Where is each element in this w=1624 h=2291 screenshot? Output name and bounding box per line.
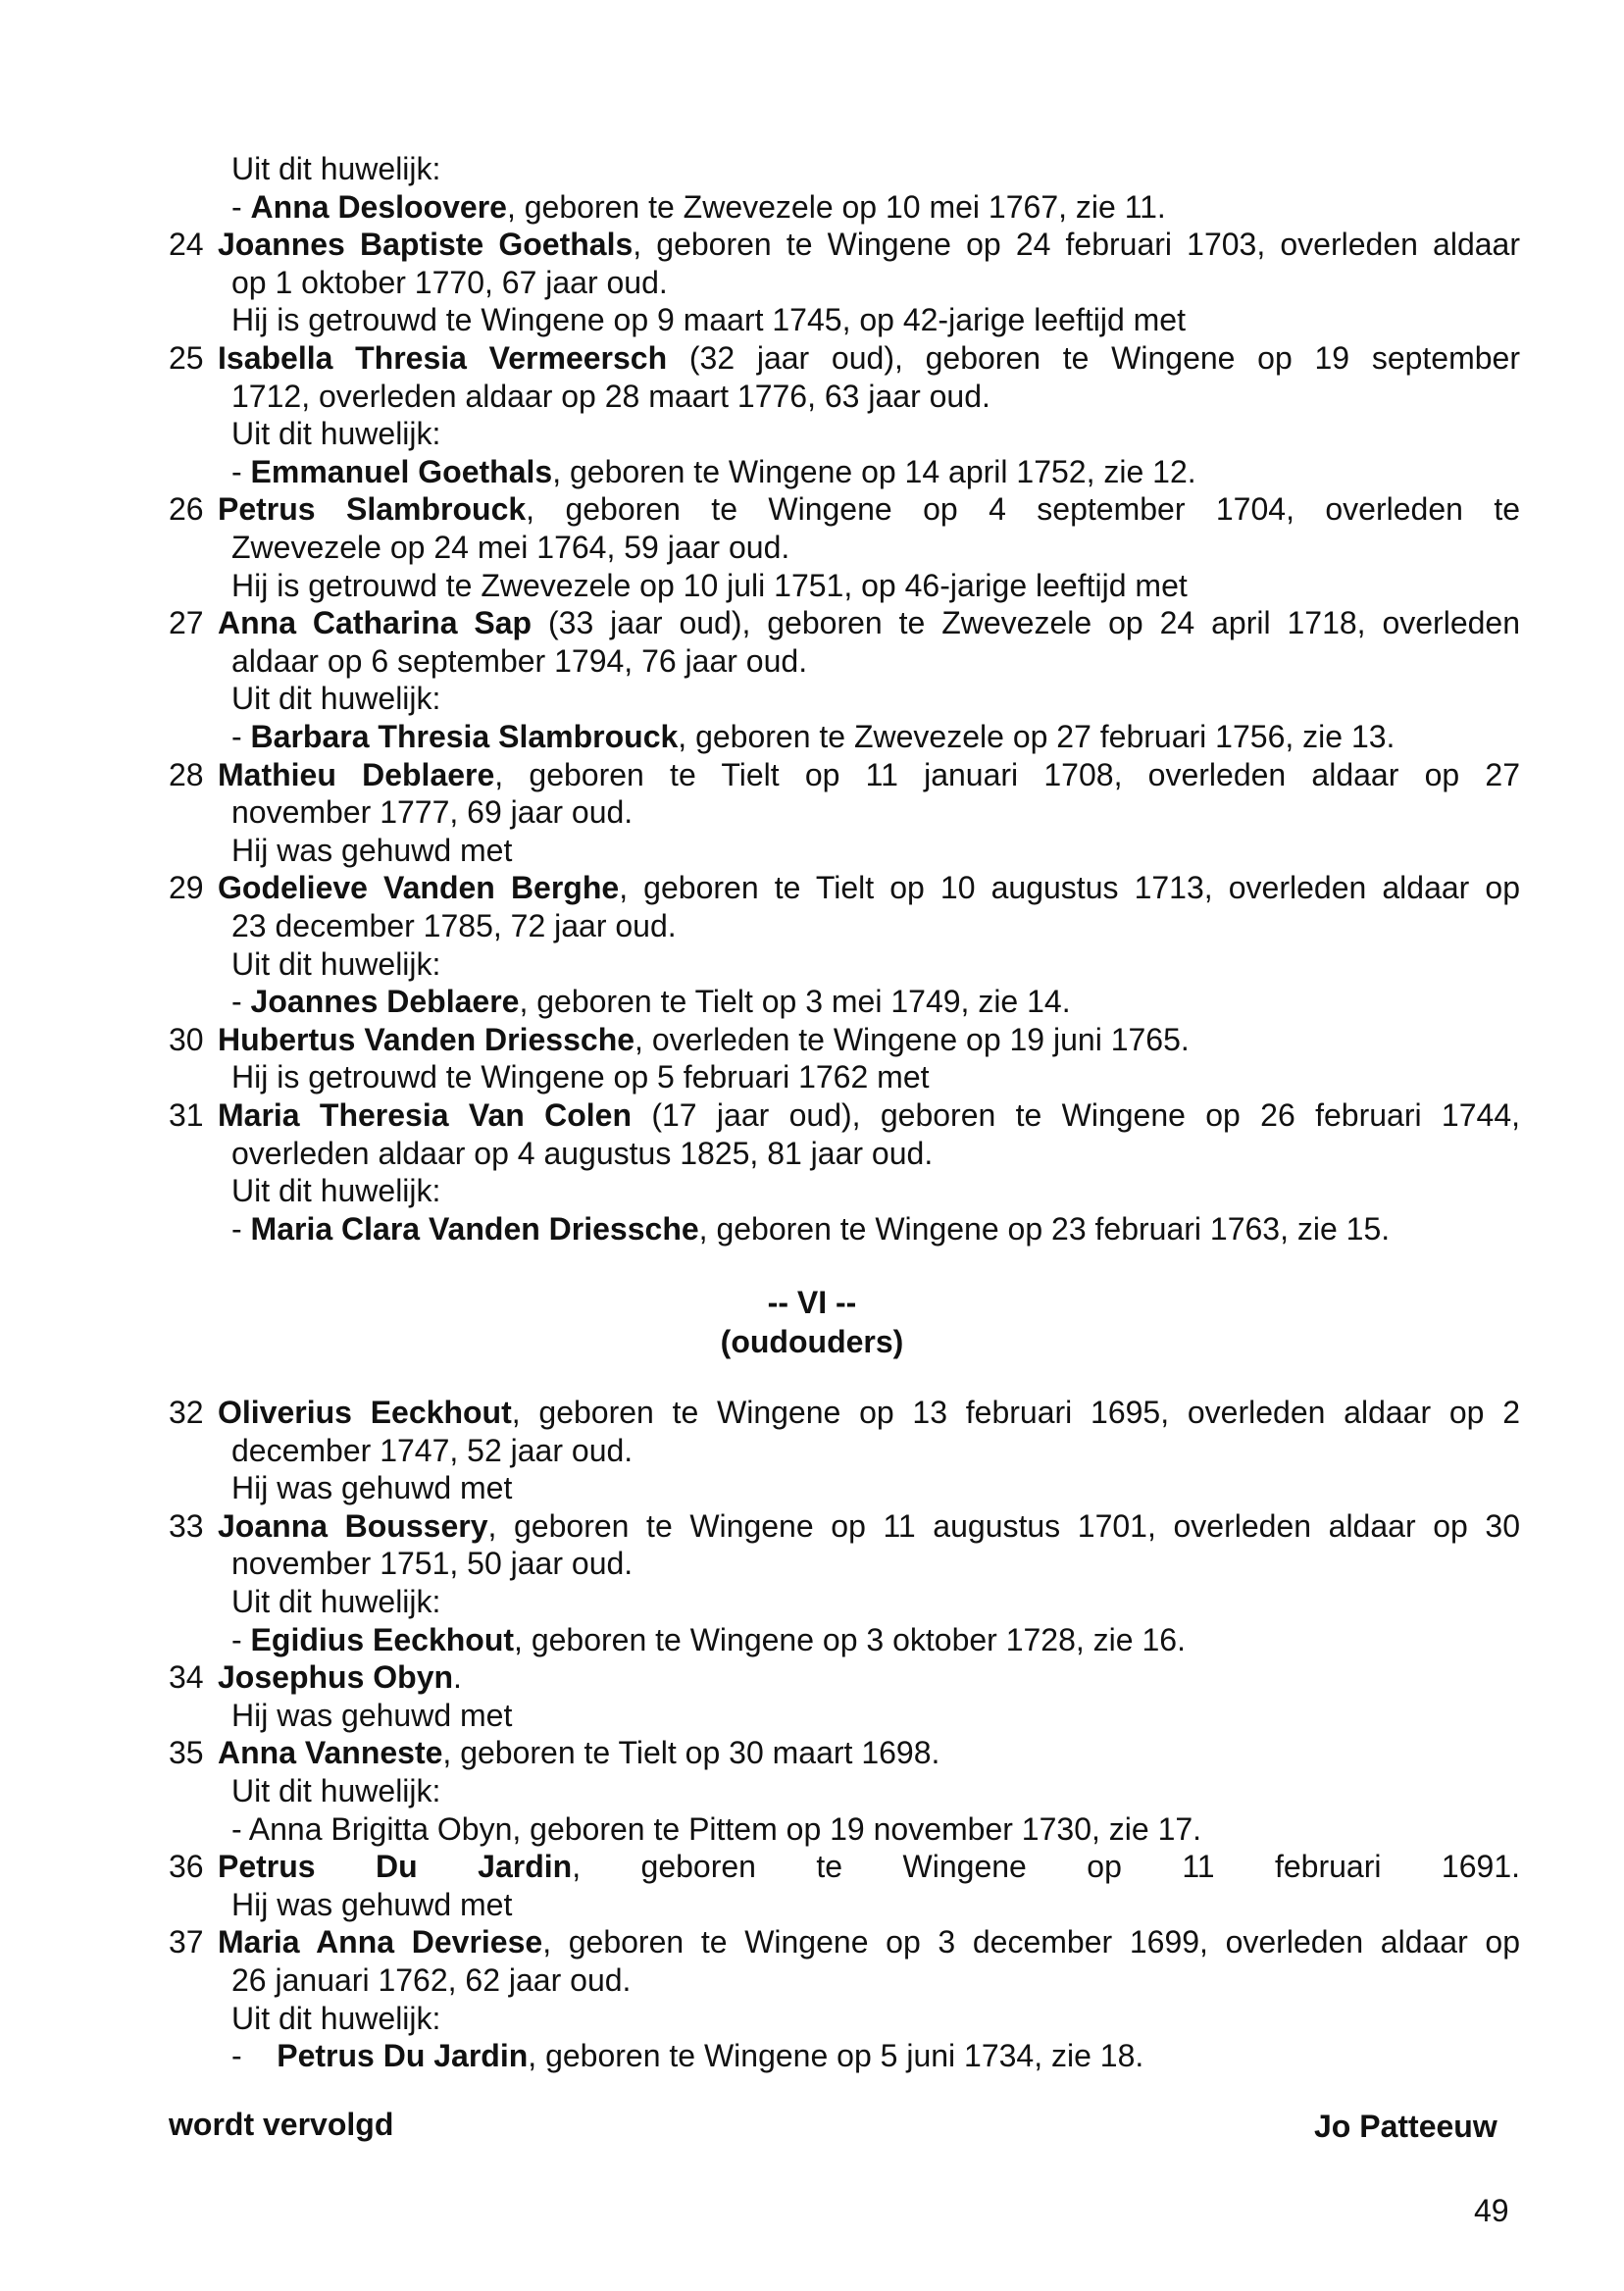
person-details: , geboren te Wingene op 11 augustus 1701, overleden aldaar op 30 (487, 1507, 1521, 1544)
person-details: , geboren te Wingene op 3 december 1699, overleden aldaar op (542, 1924, 1521, 1960)
text: op 1 oktober 1770, 67 jaar oud. (231, 264, 668, 300)
text: Uit dit huwelijk: (231, 416, 441, 452)
entry-number: 30 (169, 1021, 204, 1057)
text: 1712, overleden aldaar op 28 maart 1776, 63 jaar oud. (231, 378, 990, 414)
text: 23 december 1785, 72 jaar oud. (231, 908, 677, 943)
entry-note (231, 946, 440, 982)
text: november 1777, 69 jaar oud. (231, 794, 634, 831)
text: Uit dit huwelijk: (231, 2000, 441, 2036)
person-details: , geboren te Tielt op 10 augustus 1713, overleden aldaar op (619, 870, 1521, 906)
person-entry (218, 1022, 1520, 1057)
text: Uit dit huwelijk: (231, 1173, 441, 1209)
person-details: , geboren te Tielt op 11 januari 1708, overleden aldaar op 27 (494, 756, 1521, 792)
person-name: Emmanuel Goethals (250, 453, 553, 489)
person-details: , geboren te Wingene op 14 april 1752, zie 12. (552, 453, 1196, 489)
text: Hij was gehuwd met (231, 1470, 513, 1506)
entry-number: 32 (169, 1395, 204, 1430)
person-details: (17 jaar oud), geboren te Wingene op 26 februari 1744, (632, 1097, 1521, 1133)
person-name: Maria Anna Devriese (218, 1924, 543, 1960)
text: Uit dit huwelijk: (231, 681, 441, 717)
entry-continuation (231, 643, 807, 679)
entry-note (231, 1584, 440, 1619)
entry-number: 37 (169, 1924, 204, 1960)
person-details: , geboren te Tielt op 30 maart 1698. (442, 1735, 940, 1771)
person-name: Godelieve Vanden Berghe (218, 870, 620, 906)
text: Hij was gehuwd met (231, 1697, 513, 1733)
child-entry (231, 1811, 1201, 1847)
section-subtitle: (oudouders) (720, 1324, 904, 1359)
entry-number: 24 (169, 227, 204, 263)
child-entry (231, 454, 1196, 489)
dash-marker: - (231, 1810, 249, 1847)
entry-number: 34 (169, 1659, 204, 1696)
person-name: Mathieu Deblaere (218, 756, 495, 792)
author-name: Jo Patteeuw (1314, 2109, 1497, 2144)
child-entry (231, 189, 1166, 225)
person-details: , geboren te Wingene op 5 juni 1734, zie 18. (528, 2038, 1144, 2074)
person-details: , geboren te Wingene op 23 februari 1763, zie 15. (698, 1210, 1391, 1247)
text: Hij was gehuwd met (231, 1886, 513, 1922)
person-entry (218, 1735, 1520, 1770)
dash-marker: - (231, 719, 251, 754)
page-number: 49 (1474, 2193, 1509, 2228)
entry-note (231, 681, 440, 716)
person-details: , geboren te Zwevezele op 27 februari 1756, zie 13. (678, 719, 1396, 754)
entry-number: 28 (169, 756, 204, 792)
entry-number: 26 (169, 491, 204, 528)
person-details: , geboren te Wingene op 11 februari 1691. (572, 1849, 1521, 1885)
child-entry (231, 1211, 1390, 1247)
person-details: , geboren te Wingene op 13 februari 1695, overleden aldaar op 2 (511, 1395, 1521, 1430)
entry-note (231, 568, 1188, 603)
dash-marker: - (231, 2038, 278, 2074)
entry-number: 33 (169, 1507, 204, 1544)
entry-note (231, 416, 440, 451)
person-entry (218, 605, 1520, 640)
text: Hij is getrouwd te Zwevezele op 10 juli 1751, op 46-jarige leeftijd met (231, 567, 1188, 603)
entry-note (231, 1173, 440, 1208)
text: Uit dit huwelijk: (231, 151, 441, 186)
person-entry (218, 1395, 1520, 1430)
person-entry (218, 1849, 1520, 1884)
text: Uit dit huwelijk: (231, 1773, 441, 1808)
child-entry (231, 984, 1071, 1019)
person-name: Joannes Deblaere (250, 984, 520, 1020)
entry-continuation (231, 1546, 633, 1581)
text: 26 januari 1762, 62 jaar oud. (231, 1962, 632, 1998)
entry-number: 27 (169, 605, 204, 641)
person-details: , overleden te Wingene op 19 juni 1765. (634, 1021, 1190, 1057)
text: Hij is getrouwd te Wingene op 9 maart 1745, op 42-jarige leeftijd met (231, 302, 1186, 338)
entry-note (231, 1773, 440, 1808)
person-name: Egidius Eeckhout (250, 1621, 515, 1657)
dash-marker: - (231, 1621, 251, 1657)
person-name: Anna Catharina Sap (218, 605, 533, 641)
child-entry (231, 2038, 1143, 2073)
person-name: Oliverius Eeckhout (218, 1395, 512, 1430)
person-name: Maria Clara Vanden Driessche (250, 1210, 699, 1247)
person-entry (218, 870, 1520, 905)
entry-note (231, 2001, 440, 2036)
dash-marker: - (231, 984, 251, 1020)
person-name: Anna Vanneste (218, 1735, 443, 1771)
entry-number: 35 (169, 1735, 204, 1771)
person-details: , geboren te Tielt op 3 mei 1749, zie 14. (519, 984, 1071, 1020)
person-name: Anna Desloovere (250, 188, 507, 225)
person-name: Joannes Baptiste Goethals (218, 227, 634, 263)
entry-note (231, 1698, 512, 1733)
entry-continuation (231, 379, 990, 414)
person-entry (218, 757, 1520, 792)
text: overleden aldaar op 4 augustus 1825, 81 jaar oud. (231, 1135, 934, 1171)
entry-number: 31 (169, 1097, 204, 1133)
person-name: Joanna Boussery (218, 1507, 488, 1544)
entry-note (231, 1059, 930, 1095)
text: Uit dit huwelijk: (231, 945, 441, 982)
text: aldaar op 6 september 1794, 76 jaar oud. (231, 642, 808, 679)
text: december 1747, 52 jaar oud. (231, 1432, 634, 1468)
person-name: Maria Theresia Van Colen (218, 1097, 633, 1133)
person-name: Hubertus Vanden Driessche (218, 1021, 635, 1057)
entry-number: 36 (169, 1849, 204, 1885)
person-entry (218, 1659, 1520, 1695)
text: Hij is getrouwd te Wingene op 5 februari 1762 met (231, 1059, 930, 1095)
person-name: Barbara Thresia Slambrouck (250, 719, 679, 754)
entry-continuation (231, 908, 677, 943)
text: Uit dit huwelijk: (231, 1584, 441, 1619)
child-entry (231, 1622, 1186, 1657)
person-name: Petrus Du Jardin (218, 1849, 573, 1885)
person-details: . (453, 1659, 462, 1696)
continued-note: wordt vervolgd (169, 2107, 394, 2142)
entry-continuation (231, 265, 668, 300)
entry-continuation (231, 1136, 933, 1171)
person-details: , geboren te Wingene op 24 februari 1703, overleden aldaar (633, 227, 1521, 263)
entry-continuation (231, 1962, 631, 1998)
text: Hij was gehuwd met (231, 832, 513, 868)
person-details: , geboren te Zwevezele op 10 mei 1767, zie 11. (506, 188, 1166, 225)
person-details: (32 jaar oud), geboren te Wingene op 19 september (667, 340, 1521, 376)
child-entry (231, 719, 1395, 754)
entry-continuation (231, 1433, 633, 1468)
person-entry (218, 1097, 1520, 1133)
entry-number: 29 (169, 870, 204, 906)
entry-note (231, 833, 512, 868)
dash-marker: - (231, 453, 251, 489)
dash-marker: - (231, 188, 251, 225)
person-details: , geboren te Wingene op 3 oktober 1728, zie 16. (514, 1621, 1186, 1657)
text: november 1751, 50 jaar oud. (231, 1546, 634, 1582)
entry-note (231, 1470, 512, 1505)
person-entry (218, 227, 1520, 262)
entry-number: 25 (169, 340, 204, 376)
person-name: Isabella Thresia Vermeersch (218, 340, 668, 376)
person-entry (218, 340, 1520, 376)
person-details: , geboren te Wingene op 4 september 1704, overleden te (526, 491, 1521, 528)
person-entry (218, 491, 1520, 527)
person-entry (218, 1924, 1520, 1960)
person-name: Petrus Du Jardin (277, 2038, 529, 2074)
person-entry (218, 1508, 1520, 1544)
person-details: (33 jaar oud), geboren te Zwevezele op 24 april 1718, overleden (532, 605, 1521, 641)
entry-note (231, 151, 440, 186)
entry-continuation (231, 530, 789, 565)
section-title: -- VI -- (767, 1285, 857, 1320)
dash-marker: - (231, 1210, 251, 1247)
person-name: Josephus Obyn (218, 1659, 454, 1696)
person-name: Petrus Slambrouck (218, 491, 527, 528)
text: Zwevezele op 24 mei 1764, 59 jaar oud. (231, 530, 790, 565)
entry-note (231, 302, 1186, 337)
person-details: Anna Brigitta Obyn, geboren te Pittem op 19 november 1730, zie 17. (248, 1810, 1202, 1847)
entry-continuation (231, 794, 633, 830)
entry-note (231, 1887, 512, 1922)
